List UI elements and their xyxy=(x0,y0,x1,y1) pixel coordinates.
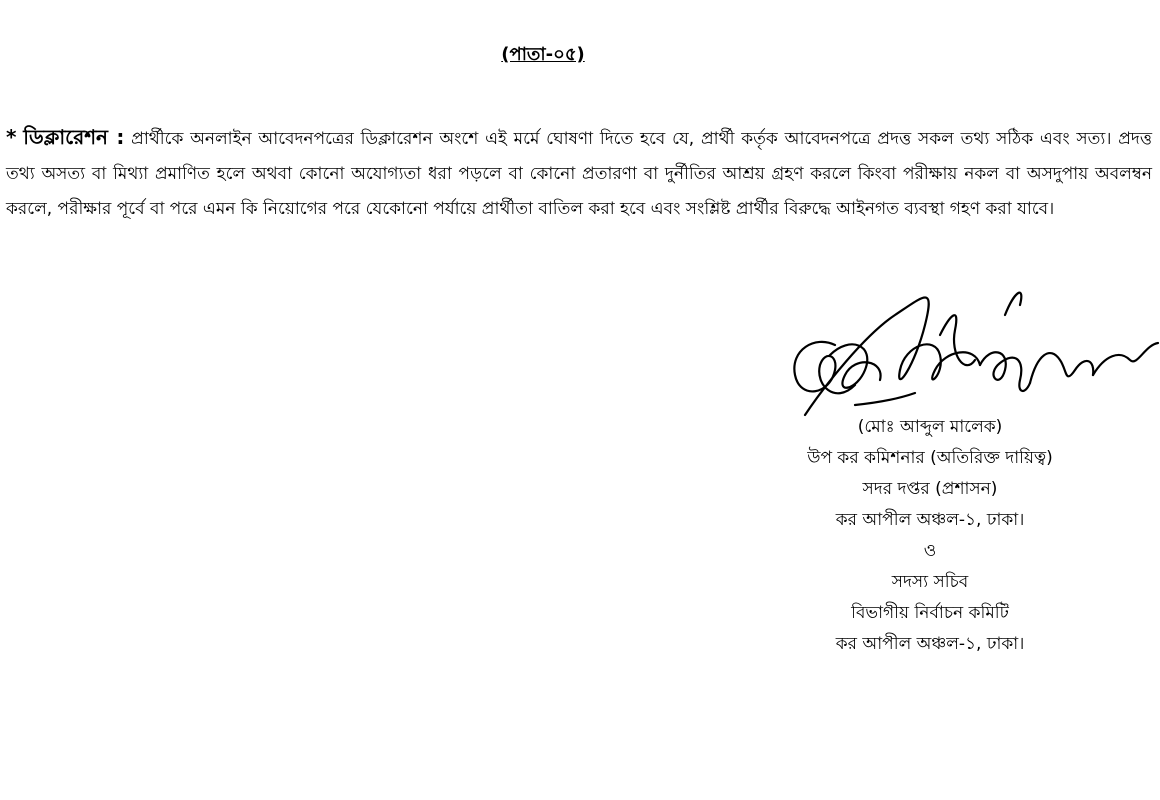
signatory-designation: উপ কর কমিশনার (অতিরিক্ত দায়িত্ব) xyxy=(807,448,1053,468)
declaration-paragraph xyxy=(6,120,1152,227)
declaration-body: প্রার্থীকে অনলাইন আবেদনপত্রের ডিক্লারেশন অংশে এই মর্মে ঘোষণা দিতে হবে যে, প্রার্থী কর্তৃক আবেদনপত্রে প্রদত্ত সকল তথ্য সঠিক এবং সত্য। প্রদত্ত তথ্য অসত্য বা মিথ্যা প্রমাণিত হলে অথবা কোনো অযোগ্যতা ধরা পড়লে বা কোনো প্রতারণা বা দুর্নীতির আশ্রয় গ্রহণ করলে কিংবা পরীক্ষায় নকল বা অসদুপায় অবলম্বন করলে, পরীক্ষার পূর্বে বা পরে এমন কি নিয়োগের পরে যেকোনো পর্যায়ে প্রার্থীতা বাতিল করা হবে এবং সংশ্লিষ্ট প্রার্থীর বিরুদ্ধে আইনগত ব্যবস্থা গহণ করা যাবে। xyxy=(6,129,1152,219)
signatory-name: (মোঃ আব্দুল মালেক) xyxy=(857,417,1003,437)
handwritten-signature xyxy=(775,275,1160,425)
page-number: (পাতা-০৫) xyxy=(501,44,585,65)
signatory-role-member-secretary: সদস্য সচিব xyxy=(891,572,969,592)
signatory-committee: বিভাগীয় নির্বাচন কমিটি xyxy=(851,603,1009,623)
declaration-heading: ডিক্লারেশন : xyxy=(23,125,125,149)
conjunction-and: ও xyxy=(923,541,937,561)
bullet-star: * xyxy=(6,125,17,149)
signatory-zone: কর আপীল অঞ্চল-১, ঢাকা। xyxy=(835,510,1025,530)
signatory-office: সদর দপ্তর (প্রশাসন) xyxy=(862,479,998,499)
signatory-block xyxy=(730,412,1130,660)
signatory-zone-2: কর আপীল অঞ্চল-১, ঢাকা। xyxy=(835,634,1025,654)
